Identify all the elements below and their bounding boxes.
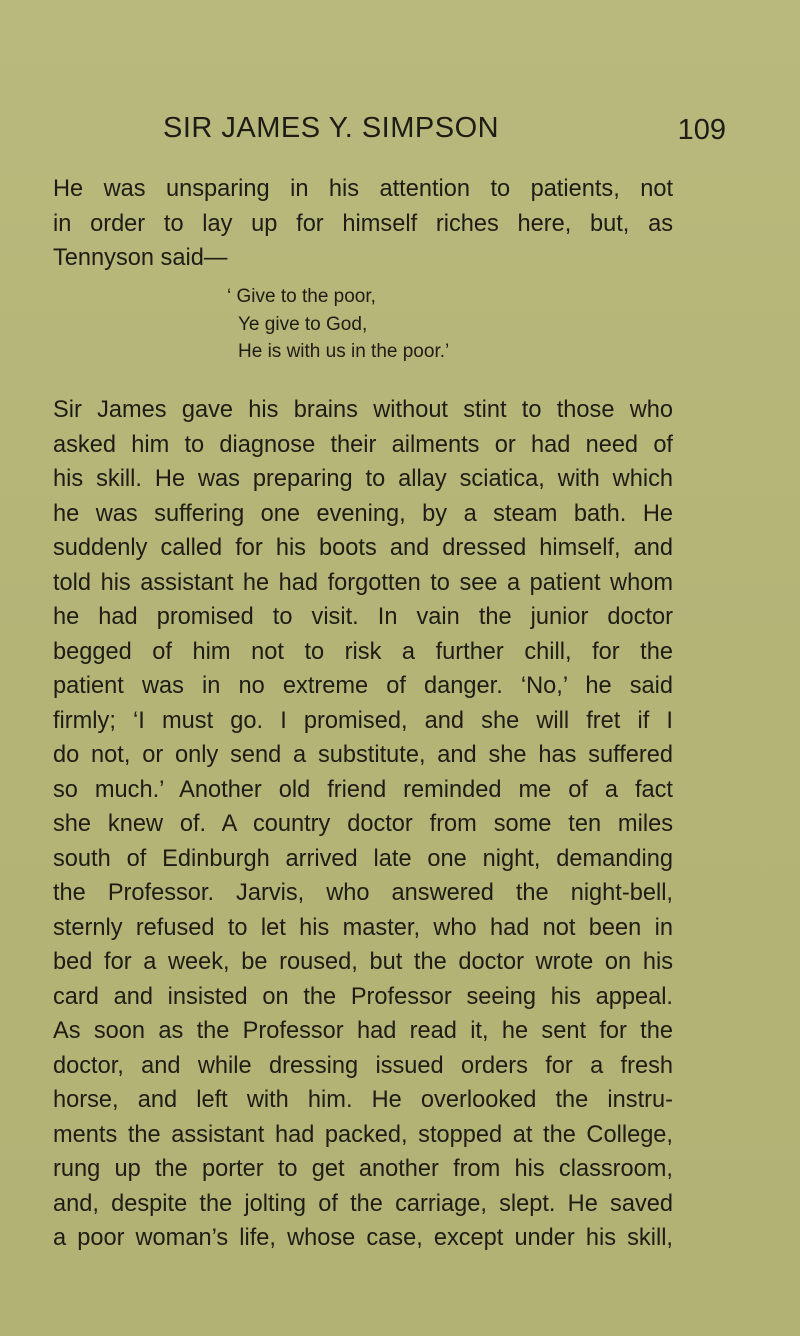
page-number: 109 <box>677 114 726 146</box>
text-line: bed for a week, be roused, but the doctor wrote on his <box>53 949 673 975</box>
text-line: he had promised to visit. In vain the junior doctor <box>53 604 673 630</box>
text-line: so much.’ Another old friend reminded me of a fact <box>53 776 673 803</box>
text-line: south of Edinburgh arrived late one night, demanding <box>53 845 673 872</box>
text-line: begged of him not to risk a further chill, for the <box>53 638 673 665</box>
running-head <box>110 112 726 152</box>
text-line: Tennyson said— <box>53 245 228 271</box>
text-line: the Professor. Jarvis, who answered the night-bell, <box>53 880 673 906</box>
text-line: in order to lay up for himself riches here, but, as <box>53 210 673 237</box>
text-line: asked him to diagnose their ailments or had need of <box>53 431 673 458</box>
text-line: she knew of. A country doctor from some ten miles <box>53 811 673 837</box>
text-line: ments the assistant had packed, stopped at the College, <box>53 1121 673 1148</box>
running-title: SIR JAMES Y. SIMPSON <box>163 112 500 144</box>
verse-line: ‘ Give to the poor, <box>227 286 376 307</box>
verse-line: He is with us in the poor.’ <box>238 341 450 362</box>
verse-line: Ye give to God, <box>238 313 368 335</box>
paragraph-1 <box>53 172 673 276</box>
verse-quotation <box>227 283 449 366</box>
paragraph-2 <box>53 393 673 1256</box>
text-line: he was suffering one evening, by a steam bath. He <box>53 500 673 527</box>
text-line: rung up the porter to get another from his classroom, <box>53 1156 673 1182</box>
text-line: horse, and left with him. He overlooked the instru- <box>53 1087 673 1113</box>
text-line: suddenly called for his boots and dressed himself, and <box>53 535 673 561</box>
text-line: told his assistant he had forgotten to see a patient whom <box>53 569 673 596</box>
text-line: As soon as the Professor had read it, he sent for the <box>53 1018 673 1044</box>
text-line: He was unsparing in his attention to patients, not <box>53 176 673 202</box>
text-line: sternly refused to let his master, who had not been in <box>53 914 673 941</box>
text-line: his skill. He was preparing to allay sciatica, with which <box>53 466 673 492</box>
text-line: and, despite the jolting of the carriage, slept. He saved <box>53 1190 673 1217</box>
text-line: patient was in no extreme of danger. ‘No,’ he said <box>53 673 673 699</box>
text-line: firmly; ‘I must go. I promised, and she will fret if I <box>53 707 673 734</box>
text-line: doctor, and while dressing issued orders for a fresh <box>53 1052 673 1079</box>
text-line: do not, or only send a substitute, and she has suffered <box>53 742 673 768</box>
text-line: Sir James gave his brains without stint to those who <box>53 397 673 423</box>
text-line: card and insisted on the Professor seeing his appeal. <box>53 983 673 1010</box>
text-line: a poor woman’s life, whose case, except under his skill, <box>53 1225 673 1251</box>
